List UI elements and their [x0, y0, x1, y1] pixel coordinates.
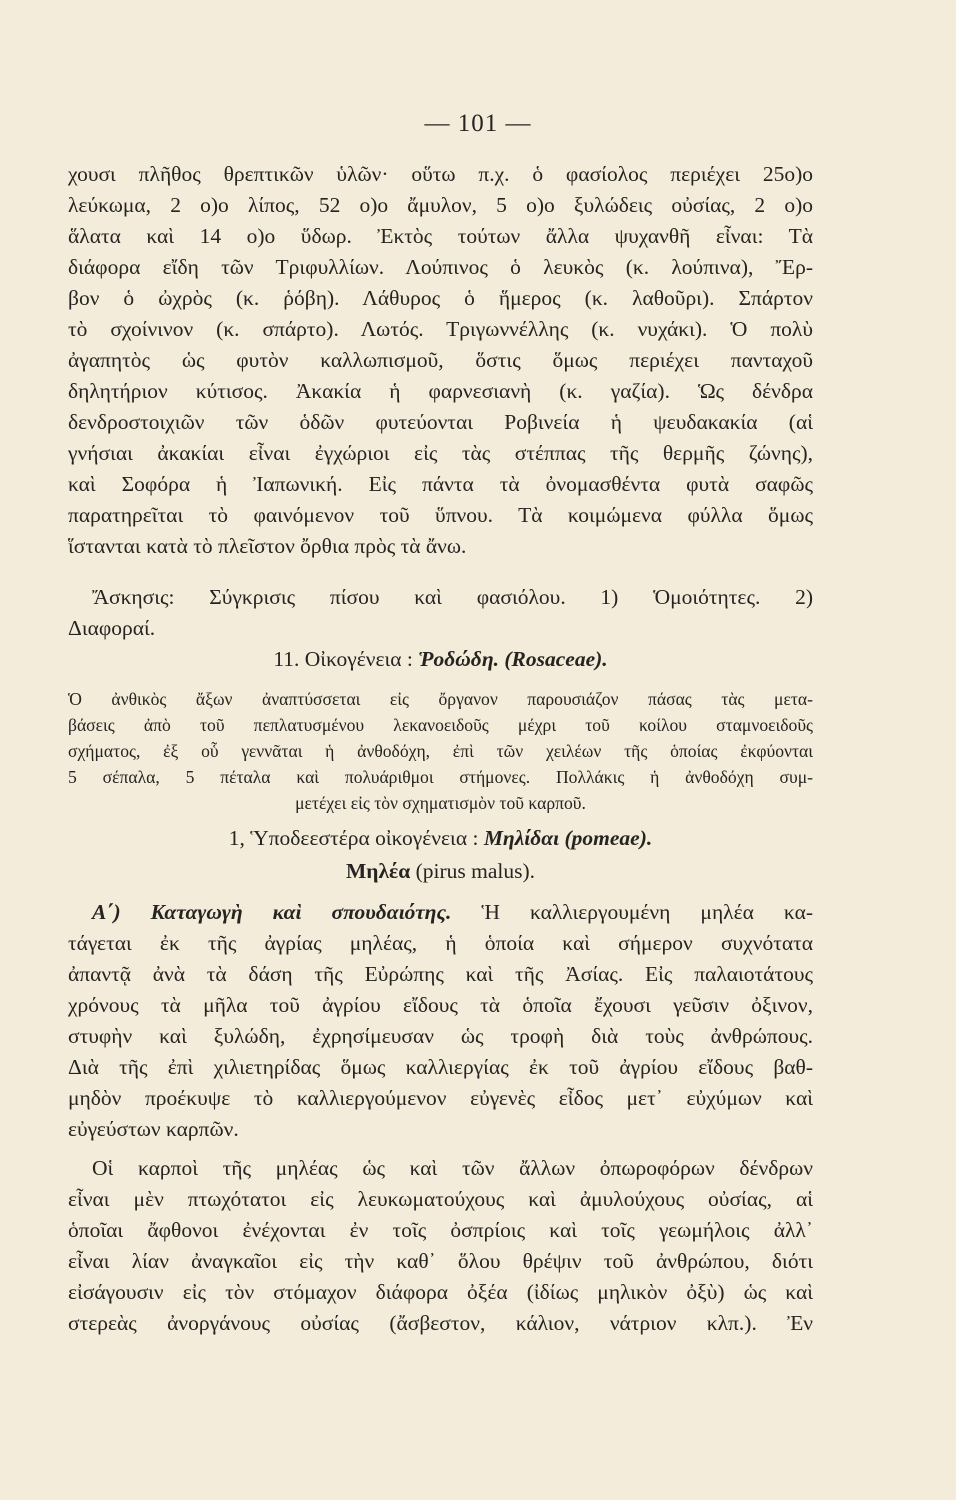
text-line: τάγεται ἐκ τῆς ἀγρίας μηλέας, ἡ ὁποία καὶ σήμερον συχνότατα: [68, 931, 813, 955]
species-name: Μηλέα: [345, 859, 411, 883]
exercise-line: Ἄσκησις: Σύγκρισις πίσου καὶ φασιόλου. 1) Ὁμοιότητες. 2): [92, 585, 813, 609]
text-line: Οἱ καρποὶ τῆς μηλέας ὡς καὶ τῶν ἄλλων ὀπωροφόρων δένδρων: [92, 1156, 813, 1180]
note-line: μετέχει εἰς τὸν σχηματισμὸν τοῦ καρποῦ.: [295, 793, 586, 813]
text-line: ὁποῖαι ἄφθονοι ἐνέχονται ἐν τοῖς ὀσπρίοις καὶ τοῖς γεωμήλοις ἀλλ᾿: [68, 1218, 813, 1242]
text-line: διάφορα εἴδη τῶν Τριφυλλίων. Λούπινος ὁ λευκὸς (κ. λούπινα), Ἔρ-: [68, 255, 813, 279]
text-line: παρατηρεῖται τὸ φαινόμενον τοῦ ὕπνου. Τὰ κοιμώμενα φύλλα ὅμως: [68, 503, 813, 527]
text-line: καὶ Σοφόρα ἡ Ἰαπωνική. Εἰς πάντα τὰ ὀνομασθέντα φυτὰ σαφῶς: [68, 472, 813, 496]
text-line: εἰσάγουσιν εἰς τὸν στόμαχον διάφορα ὀξέα (ἰδίως μηλικὸν ὀξὺ) ὡς καὶ: [68, 1280, 813, 1304]
text-line: λεύκωμα, 2 ο)ο λίπος, 52 ο)ο ἄμυλον, 5 ο)ο ξυλώδεις οὐσίας, 2 ο)ο: [68, 193, 813, 217]
text-line: ἀπαντᾷ ἀνὰ τὰ δάση τῆς Εὐρώπης καὶ τῆς Ἀσίας. Εἰς παλαιοτάτους: [68, 962, 813, 986]
text-line: Διὰ τῆς ἐπὶ χιλιετηρίδας ὅμως καλλιεργίας ἐκ τοῦ ἀγρίου εἴδους βαθ-: [68, 1055, 813, 1079]
text-line: στερεὰς ἀνοργάνους οὐσίας (ἄσβεστον, κάλιον, νάτριον κλπ.). Ἐν: [68, 1311, 813, 1335]
family-name: Ῥοδώδη. (Rosaceae).: [418, 647, 608, 671]
fruits-paragraph: [68, 1153, 813, 1339]
text-line: γνήσιαι ἀκακίαι εἶναι ἐγχώριοι εἰς τὰς στέππας τῆς θερμῆς ζώνης),: [68, 441, 813, 465]
text-line: χρόνους τὰ μῆλα τοῦ ἀγρίου εἴδους τὰ ὁποῖα ἔχουσι γεῦσιν ὀξινον,: [68, 993, 813, 1017]
subfamily-label: 1, Ὑποδεεστέρα οἰκογένεια :: [228, 826, 479, 850]
text-line: μηδὸν προέκυψε τὸ καλλιεργούμενον εὐγενὲς εἶδος μετ᾿ εὐχύμων καὶ: [68, 1086, 813, 1110]
note-line: Ὁ ἀνθικὸς ἄξων ἀναπτύσσεται εἰς ὄργανον παρουσιάζον πάσας τὰς μετα-: [68, 689, 813, 709]
section-a-heading: Α΄) Καταγωγὴ καὶ σπουδαιότης.: [92, 900, 452, 924]
text-line: τὸ σχοίνινον (κ. σπάρτο). Λωτός. Τριγωννέλλης (κ. νυχάκι). Ὁ πολὺ: [68, 317, 813, 341]
text-line: εἶναι μὲν πτωχότατοι εἰς λευκωματούχους καὶ ἀμυλούχους οὐσίας, αἱ: [68, 1187, 813, 1211]
exercise-paragraph: [68, 582, 813, 644]
flower-axis-note: [68, 686, 813, 816]
text-line: δενδροστοιχιῶν τῶν ὁδῶν φυτεύονται Ροβινεία ἡ ψευδακακία (αἱ: [68, 410, 813, 434]
species-latin: (pirus malus).: [415, 859, 536, 883]
family-label: 11. Οἰκογένεια :: [273, 647, 413, 671]
text-line: ἀγαπητὸς ὡς φυτὸν καλλωπισμοῦ, ὅστις ὅμως περιέχει πανταχοῦ: [68, 348, 813, 372]
note-line: σχήματος, ἐξ οὗ γεννᾶται ἡ ἀνθοδόχη, ἐπὶ τῶν χειλέων τῆς ὁποίας ἐκφύονται: [68, 741, 813, 761]
subfamily-heading: [68, 823, 813, 854]
text-line: δηλητήριον κύτισος. Ἀκακία ἡ φαρνεσιανὴ (κ. γαζία). Ὡς δένδρα: [68, 379, 813, 403]
species-heading: [68, 856, 813, 887]
text-line: εἶναι λίαν ἀναγκαῖοι εἰς τὴν καθ᾿ ὅλου θρέψιν τοῦ ἀνθρώπου, διότι: [68, 1249, 813, 1273]
origin-paragraph: [68, 897, 813, 1145]
exercise-line: Διαφοραί.: [68, 616, 156, 640]
note-line: 5 σέπαλα, 5 πέταλα καὶ πολυάριθμοι στήμονες. Πολλάκις ἡ ἀνθοδόχη συμ-: [68, 767, 813, 787]
text-line: ἵστανται κατὰ τὸ πλεῖστον ὄρθια πρὸς τὰ ἄνω.: [68, 534, 467, 558]
page-number: — 101 —: [424, 110, 532, 137]
text-line: ἅλατα καὶ 14 ο)ο ὕδωρ. Ἐκτὸς τούτων ἄλλα ψυχανθῆ εἶναι: Τὰ: [68, 224, 813, 248]
text-line: βον ὁ ὠχρὸς (κ. ῥόβη). Λάθυρος ὁ ἥμερος (κ. λαθοῦρι). Σπάρτον: [68, 286, 813, 310]
text-line: χουσι πλῆθος θρεπτικῶν ὑλῶν· οὕτω π.χ. ὁ φασίολος περιέχει 25ο)ο: [68, 162, 813, 186]
paragraph-legumes: [68, 159, 813, 562]
text-line: εὐγεύστων καρπῶν.: [68, 1117, 239, 1141]
text-line: Ἡ καλλιεργουμένη μηλέα κα-: [481, 900, 813, 924]
subfamily-name: Μηλίδαι (pomeae).: [483, 826, 653, 850]
text-line: στυφὴν καὶ ξυλώδη, ἐχρησίμευσαν ὡς τροφὴ διὰ τοὺς ἀνθρώπους.: [68, 1024, 813, 1048]
note-line: βάσεις ἀπὸ τοῦ πεπλατυσμένου λεκανοειδοῦς μέχρι τοῦ κοίλου σταμνοειδοῦς: [68, 715, 813, 735]
family-heading: [68, 644, 813, 675]
